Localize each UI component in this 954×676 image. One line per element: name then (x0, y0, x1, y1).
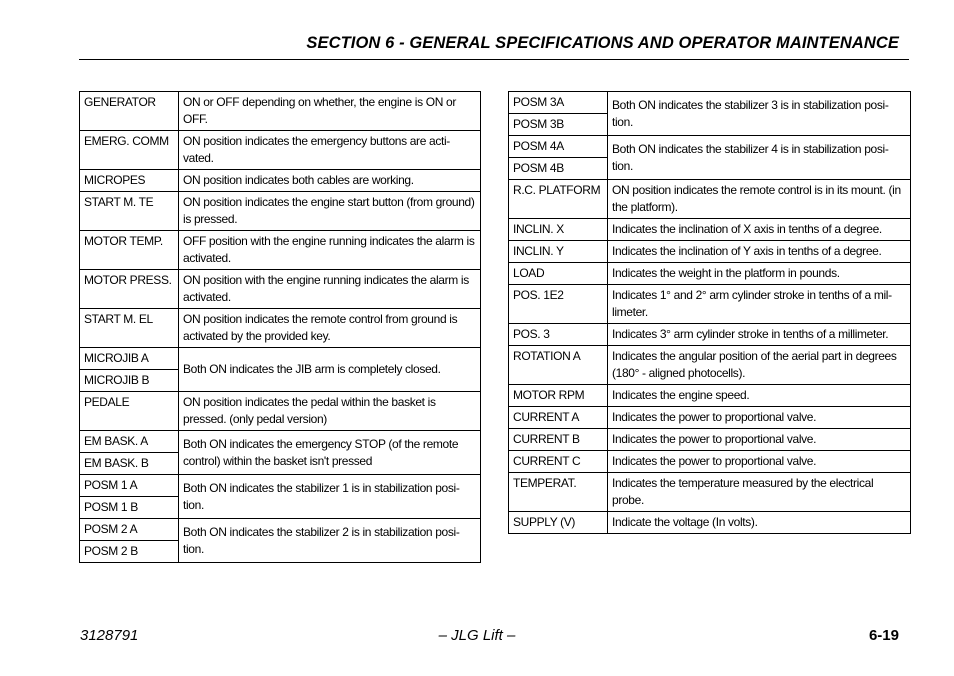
item-name-cell: SUPPLY (V) (509, 512, 608, 534)
table-row (509, 136, 911, 158)
item-description-cell: Indicates 1° and 2° arm cylinder stroke in tenths of a mil-limeter. (608, 285, 911, 324)
item-description-cell: Both ON indicates the emergency STOP (of the remote control) within the basket isn't pressed (179, 431, 481, 475)
item-description-cell: ON position indicates the remote control is in its mount. (in the platform). (608, 180, 911, 219)
item-name-cell: GENERATOR (80, 92, 179, 131)
item-name-cell: POSM 4A (509, 136, 608, 158)
item-name-cell: LOAD (509, 263, 608, 285)
item-name-cell: INCLIN. Y (509, 241, 608, 263)
table-row (80, 431, 481, 453)
item-description-cell: Both ON indicates the stabilizer 4 is in stabilization posi-tion. (608, 136, 911, 180)
table-row (509, 407, 911, 429)
table-row (509, 324, 911, 346)
right-spec-table (508, 91, 911, 534)
item-name-cell: POS. 1E2 (509, 285, 608, 324)
table-row (80, 231, 481, 270)
item-description-cell: Indicates the angular position of the aerial part in degrees (180° - aligned photocells). (608, 346, 911, 385)
item-description-cell: Indicates the inclination of X axis in tenths of a degree. (608, 219, 911, 241)
item-description-cell: Indicates 3° arm cylinder stroke in tenths of a millimeter. (608, 324, 911, 346)
item-description-cell: Indicates the power to proportional valve. (608, 429, 911, 451)
page-number: 6-19 (868, 627, 899, 644)
table-row (509, 346, 911, 385)
item-name-cell: EM BASK. B (80, 453, 179, 475)
table-row (80, 170, 481, 192)
item-name-cell: INCLIN. X (509, 219, 608, 241)
item-name-cell: MOTOR PRESS. (80, 270, 179, 309)
item-name-cell: POSM 4B (509, 158, 608, 180)
item-description-cell: Indicates the weight in the platform in pounds. (608, 263, 911, 285)
item-description-cell: Indicates the temperature measured by the electrical probe. (608, 473, 911, 512)
item-description-cell: ON position with the engine running indicates the alarm is activated. (179, 270, 481, 309)
item-description-cell: OFF position with the engine running indicates the alarm is activated. (179, 231, 481, 270)
item-name-cell: EM BASK. A (80, 431, 179, 453)
item-description-cell: Both ON indicates the stabilizer 2 is in stabilization posi-tion. (179, 519, 481, 563)
item-name-cell: CURRENT B (509, 429, 608, 451)
document-number: 3128791 (80, 627, 139, 644)
section-title: SECTION 6 - GENERAL SPECIFICATIONS AND OPERATOR MAINTENANCE (306, 34, 899, 52)
item-description-cell: Both ON indicates the stabilizer 3 is in stabilization posi-tion. (608, 92, 911, 136)
item-description-cell: Indicates the inclination of Y axis in tenths of a degree. (608, 241, 911, 263)
item-name-cell: TEMPERAT. (509, 473, 608, 512)
item-name-cell: EMERG. COMM (80, 131, 179, 170)
item-name-cell: POSM 2 A (80, 519, 179, 541)
table-row (80, 131, 481, 170)
item-name-cell: START M. EL (80, 309, 179, 348)
item-description-cell: Indicates the power to proportional valve. (608, 407, 911, 429)
table-row (509, 512, 911, 534)
item-description-cell: ON position indicates the emergency buttons are acti-vated. (179, 131, 481, 170)
table-row (509, 263, 911, 285)
table-row (80, 309, 481, 348)
item-name-cell: ROTATION A (509, 346, 608, 385)
item-description-cell: Indicate the voltage (In volts). (608, 512, 911, 534)
item-name-cell: R.C. PLATFORM (509, 180, 608, 219)
item-name-cell: MICROJIB B (80, 370, 179, 392)
item-description-cell: Both ON indicates the JIB arm is completely closed. (179, 348, 481, 392)
table-row (509, 429, 911, 451)
item-name-cell: POSM 1 B (80, 497, 179, 519)
left-spec-table (79, 91, 481, 563)
table-row (80, 519, 481, 541)
table-row (80, 348, 481, 370)
item-name-cell: CURRENT C (509, 451, 608, 473)
item-description-cell: ON position indicates the pedal within the basket is pressed. (only pedal version) (179, 392, 481, 431)
item-name-cell: POS. 3 (509, 324, 608, 346)
table-row (80, 92, 481, 131)
table-row (509, 241, 911, 263)
table-row (80, 392, 481, 431)
item-name-cell: CURRENT A (509, 407, 608, 429)
table-row (509, 180, 911, 219)
item-name-cell: POSM 3A (509, 92, 608, 114)
item-name-cell: MOTOR RPM (509, 385, 608, 407)
table-row (509, 285, 911, 324)
item-description-cell: ON or OFF depending on whether, the engine is ON or OFF. (179, 92, 481, 131)
item-name-cell: MOTOR TEMP. (80, 231, 179, 270)
item-name-cell: POSM 1 A (80, 475, 179, 497)
item-description-cell: Indicates the engine speed. (608, 385, 911, 407)
table-row (80, 475, 481, 497)
table-row (80, 192, 481, 231)
table-row (80, 270, 481, 309)
table-row (509, 92, 911, 114)
item-name-cell: START M. TE (80, 192, 179, 231)
item-name-cell: PEDALE (80, 392, 179, 431)
table-row (509, 219, 911, 241)
table-row (509, 385, 911, 407)
header-rule (79, 59, 909, 60)
item-description-cell: Indicates the power to proportional valve. (608, 451, 911, 473)
table-row (509, 451, 911, 473)
footer-brand: – JLG Lift – (438, 627, 516, 644)
table-row (509, 473, 911, 512)
item-description-cell: ON position indicates the engine start button (from ground) is pressed. (179, 192, 481, 231)
item-description-cell: ON position indicates the remote control from ground is activated by the provided key. (179, 309, 481, 348)
item-name-cell: POSM 3B (509, 114, 608, 136)
item-description-cell: ON position indicates both cables are working. (179, 170, 481, 192)
item-name-cell: POSM 2 B (80, 541, 179, 563)
item-name-cell: MICROJIB A (80, 348, 179, 370)
item-description-cell: Both ON indicates the stabilizer 1 is in stabilization posi-tion. (179, 475, 481, 519)
item-name-cell: MICROPES (80, 170, 179, 192)
